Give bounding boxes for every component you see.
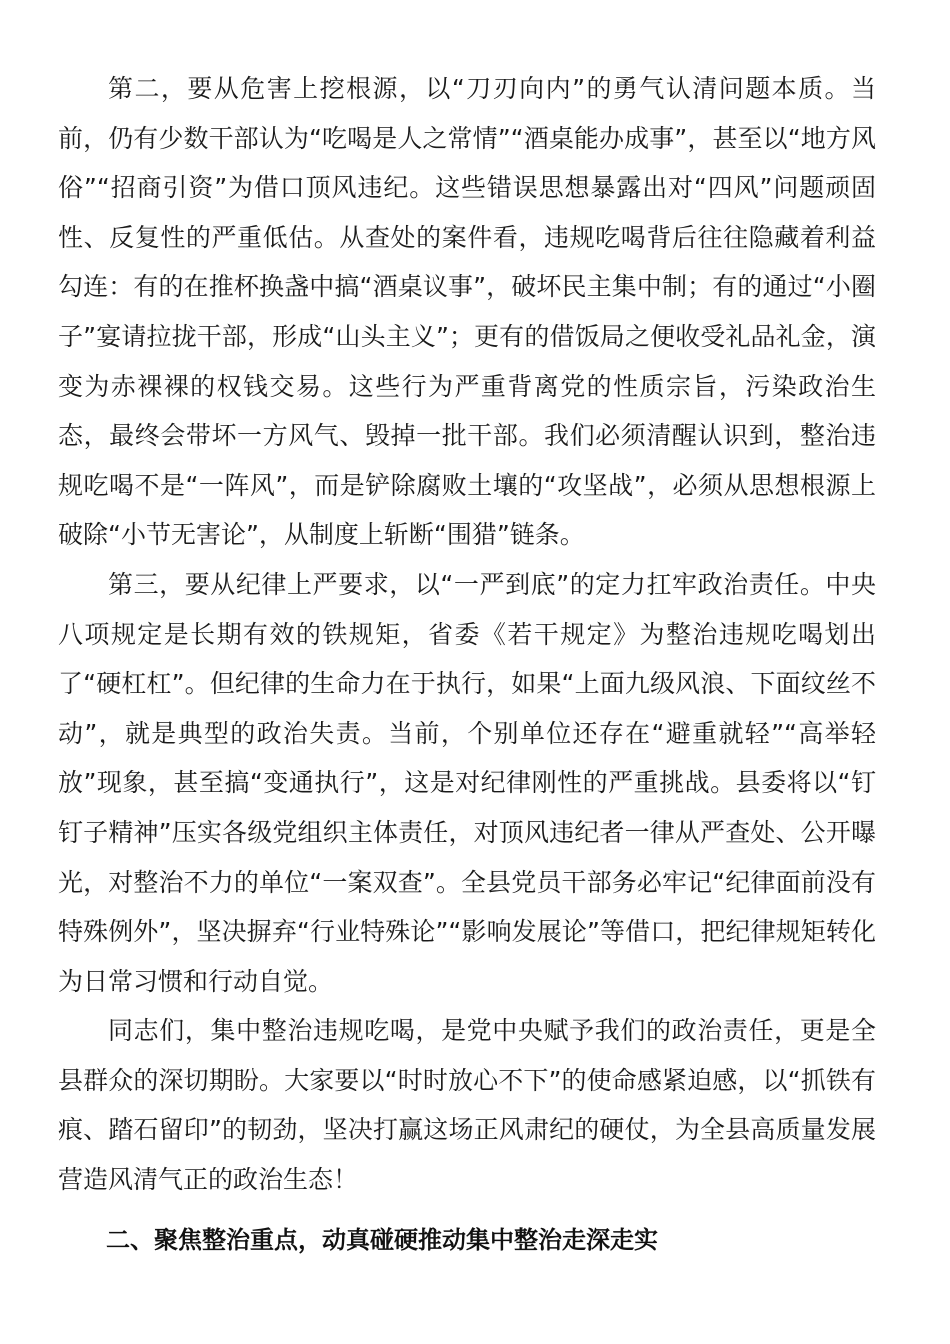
paragraph-second-point: 第二，要从危害上挖根源，以“刀刃向内”的勇气认清问题本质。当前，仍有少数干部认为“吃喝是人之常情”“酒桌能办成事”，甚至以“地方风俗”“招商引资”为借口顶风违纪。这些错误思想暴露出对“四风”问题顽固性、反复性的严重低估。从查处的案件看，违规吃喝背后往往隐藏着利益勾连：有的在推杯换盏中搞“酒桌议事”，破坏民主集中制；有的通过“小圈子”宴请拉拢干部，形成“山头主义”；更有的借饭局之便收受礼品礼金，演变为赤裸裸的权钱交易。这些行为严重背离党的性质宗旨，污染政治生态，最终会带坏一方风气、毁掉一批干部。我们必须清醒认识到，整治违规吃喝不是“一阵风”，而是铲除腐败土壤的“攻坚战”，必须从思想根源上破除“小节无害论”，从制度上斩断“围猎”链条。 [58, 74, 876, 550]
paragraph-conclusion: 同志们，集中整治违规吃喝，是党中央赋予我们的政治责任，更是全县群众的深切期盼。大家要以“时时放心不下”的使命感紧迫感，以“抓铁有痕、踏石留印”的韧劲，坚决打赢这场正风肃纪的硬仗，为全县高质量发展营造风清气正的政治生态！ [58, 1016, 876, 1195]
section-heading: 二、聚焦整治重点，动真碰硬推动集中整治走深走实 [106, 1224, 658, 1254]
paragraph-third-point: 第三，要从纪律上严要求，以“一严到底”的定力扛牢政治责任。中央八项规定是长期有效的铁规矩，省委《若干规定》为整治违规吃喝划出了“硬杠杠”。但纪律的生命力在于执行，如果“上面九级风浪、下面纹丝不动”，就是典型的政治失责。当前，个别单位还存在“避重就轻”“高举轻放”现象，甚至搞“变通执行”，这是对纪律刚性的严重挑战。县委将以“钉钉子精神”压实各级党组织主体责任，对顶风违纪者一律从严查处、公开曝光，对整治不力的单位“一案双查”。全县党员干部务必牢记“纪律面前没有特殊例外”，坚决摒弃“行业特殊论”“影响发展论”等借口，把纪律规矩转化为日常习惯和行动自觉。 [58, 569, 876, 996]
document-body [58, 64, 876, 1264]
